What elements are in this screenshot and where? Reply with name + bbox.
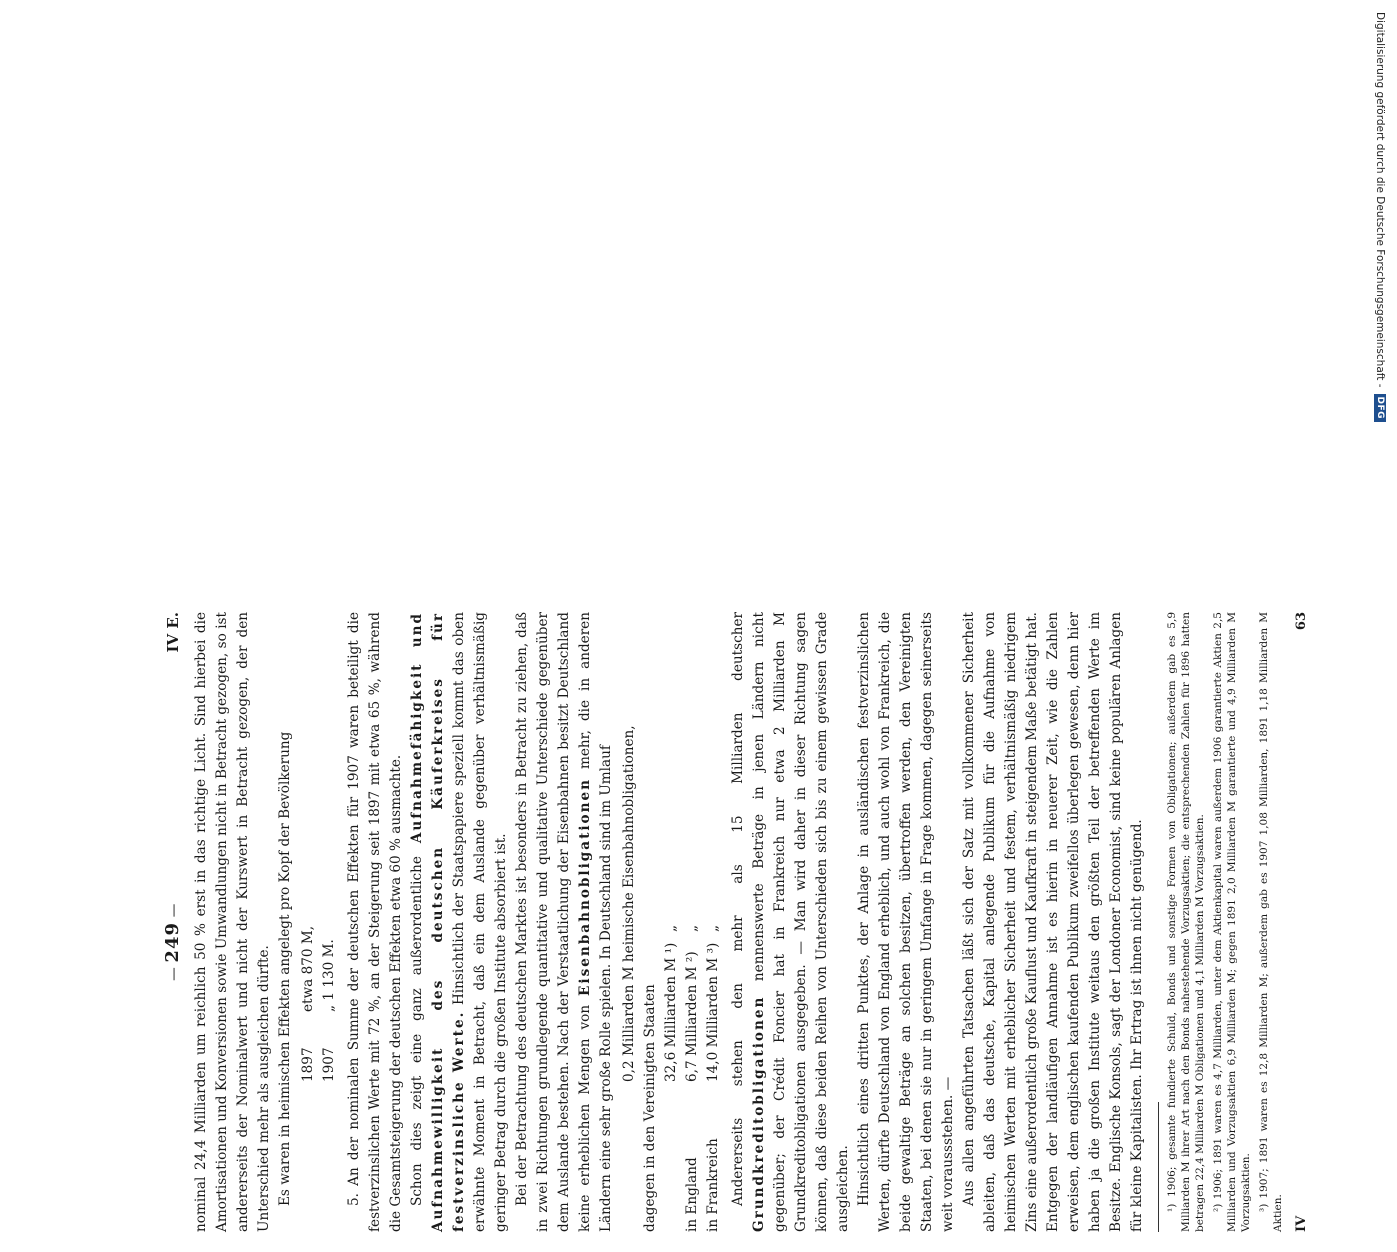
paragraph-7: Hinsichtlich eines dritten Punktes, der Anlage in ausländischen festverzinslichen Werten, dürfte Deutschland von England erheblich, und auch wohl von Frankreich, die beide gewaltige Beträge an solchen besitzen, übertroffen werden, den Vereinigten Staaten, bei denen sie nur in geringem Umfange in Frage kommen, dagegen seinerseits weit voraussstehen. — — [856, 612, 956, 1232]
paragraph-6-emphasis: Grundkreditobligationen — [751, 995, 767, 1232]
railway-label: in England — [684, 1157, 700, 1232]
table-row — [703, 612, 724, 1232]
header-dash-left: — — [166, 967, 182, 981]
paragraph-4 — [407, 612, 512, 1232]
railway-label — [661, 1082, 682, 1232]
paragraph-6-post: nennenswerte Beträge in jenen Ländern nicht gegenüber; der Crédit Foncier hat in Frankreich nur etwa 2 Milliarden M Grundkreditobligationen ausgegeben. — Man wird daher in dieser Richtung sagen können, daß diese beiden Reihen von Unterschieden sich bis zu einem gewissen Grade ausgleichen. — [751, 612, 851, 1232]
railway-ditto-mark: „ — [705, 924, 721, 932]
section-label: IV E. — [164, 612, 182, 653]
footnote-2: ²) 1906; 1891 waren es 4,7 Milliarden, unter dem Aktienkapital waren außerdem 1906 garantierte Aktien 2,5 Milliarden und Vorzugsaktien 6,9 Milliarden M; gegen 1891 2,0 Milliarden M garantierte und 4,9 Milliarden M Vorzugsaktien. — [1212, 612, 1252, 1232]
rotated-page — [154, 592, 1309, 1252]
paragraph-8: Aus allen angeführten Tatsachen läßt sich der Satz mit vollkommener Sicherheit ableiten, daß das deutsche, Kapital anlegende Publikum für die Aufnahme von heimischen Werten mit erheblicher Sicherheit und festem, verhältnismäßig niedrigem Zins eine außerordentlich große Kauflust und Kaufkraft in steigendem Maße betätigt hat. Entgegen der landläufigen Annahme ist es hierin in neuerer Zeit, wie die Zahlen erweisen, dem englischen kaufenden Publikum zweifellos überlegen gewesen, denn hier haben ja die großen Institute weitaus den größten Teil der betreffenden Werte im Besitze. Englische Konsols, sagt der Londoner Economist, sind keine populären Anlagen für kleine Kapitalisten. Ihr Ertrag ist ihnen nicht genügend. — [961, 612, 1145, 1232]
pop-value: etwa 870 M, — [300, 925, 316, 1012]
paragraph-6 — [728, 612, 854, 1232]
table-row — [682, 612, 703, 1232]
railway-table — [619, 612, 724, 1232]
paragraph-4-pre: Schon dies zeigt eine ganz außerordentliche — [409, 856, 425, 1206]
footnote-1: ¹) 1906; gesamte fundierte Schuld, Bonds und sonstige Formen von Obligationen; außerdem gab es 5,9 Milliarden M ihrer Art nach den Bonds nahestehende Vorzugsaktien; die entsprechenden Zahlen für 1896 hatten betragen 22,4 Milliarden M Obligationen und 4,1 Milliarden M Vorzugsaktien. — [1166, 612, 1206, 1232]
railway-amount: 32,6 Milliarden M ¹) — [663, 942, 679, 1082]
paragraph-5-pre: Bei der Betrachtung des deutschen Marktes ist besonders in Betracht zu ziehen, daß in zwei Richtungen grundlegende quantitative und qualitative Unterschiede gegenüber dem Auslande bestehen. Nach der Verstaatlichung der Eisenbahnen besitzt Deutschland keine erheblichen Mengen von — [514, 612, 593, 1232]
railway-amount: 14,0 Milliarden M ³) — [705, 942, 721, 1082]
signature-mark: IV — [1294, 1215, 1309, 1232]
railway-label: in Frankreich — [705, 1138, 721, 1232]
table-row — [619, 612, 640, 1232]
header-dash-right: — — [166, 903, 182, 918]
population-table — [298, 612, 340, 1082]
page-number-group — [162, 904, 185, 981]
paragraph-5-post: mehr, die in anderen Ländern eine sehr große Rolle spielen. In Deutschland sind im Umlauf — [577, 612, 614, 1232]
railway-label — [619, 1082, 640, 1232]
table-row — [640, 612, 661, 1232]
railway-ditto-mark: „ — [663, 924, 679, 932]
page-number: 249 — [162, 921, 183, 963]
railway-amount: 0,2 Milliarden M heimische Eisenbahnobligationen, — [621, 725, 637, 1082]
page-sheet — [154, 592, 1309, 1252]
pop-value: „ 1 130 M. — [321, 939, 337, 1012]
paragraph-2: Es waren in heimischen Effekten angelegt pro Kopf der Bevölkerung — [277, 731, 293, 1206]
paragraph-5-emphasis: Eisenbahnobligationen — [577, 778, 593, 996]
page-header — [162, 612, 185, 1232]
dfg-logo: DFG — [1374, 394, 1386, 423]
footnote-3: ³) 1907; 1891 waren es 12,8 Milliarden M; außerdem gab es 1907 1,08 Milliarden, 1891 1,18 Milliarden M Aktien. — [1258, 612, 1284, 1232]
paragraph-3: 5. An der nominalen Summe der deutschen Effekten für 1907 waren beteiligt die festverzinslichen Werte mit 72 %, an der Steigerung seit 1897 mit etwa 65 %, während die Gesamtsteigerung der deutschen Effekten etwa 60 % ausmachte. — [346, 612, 404, 1232]
railway-ditto-mark: „ — [684, 924, 700, 932]
railway-label: dagegen in den Vereinigten Staaten — [642, 984, 658, 1232]
table-row — [319, 612, 340, 1082]
funding-sidebar — [1368, 12, 1392, 832]
table-row — [298, 612, 319, 1082]
page-footer — [1291, 612, 1312, 1232]
paragraph-5 — [512, 612, 617, 1232]
paragraph-6-pre: Andererseits stehen den mehr als 15 Milliarden deutscher — [730, 612, 746, 1206]
paragraph-4-emphasis: Aufnahmefähigkeit und Aufnahmewilligkeit des deutschen Käuferkreises für festverzinsliche Werte. — [409, 611, 467, 1232]
pop-year: 1897 — [300, 1047, 316, 1082]
pop-year: 1907 — [321, 1047, 337, 1082]
footnote-rule — [1158, 1102, 1159, 1232]
paragraph-1: nominal 24,4 Milliarden um reichlich 50 % erst in das richtige Licht. Sind hierbei die Amortisationen und Konversionen sowie Umwandlungen nicht in Betracht gezogen, so ist andererseits der Nominalwert und nicht der Kurswert in Betracht gezogen, der den Unterschied mehr als ausgleichen dürfte. — [193, 612, 272, 1232]
funding-sidebar-inner — [1368, 12, 1392, 832]
table-row — [661, 612, 682, 1232]
page-mark: 63 — [1294, 612, 1309, 631]
paragraph-4-post: Hinsichtlich der Staatspapiere speziell kommt das oben erwähnte Moment in Betracht, daß ein dem Auslande gegenüber verhältnismäßig geringer Betrag durch die großen Institute absorbiert ist. — [451, 612, 509, 1232]
railway-amount: 6,7 Milliarden M ²) — [684, 951, 700, 1082]
funding-note: Digitalisierung gefördert durch die Deutsche Forschungsgemeinschaft - — [1374, 12, 1386, 388]
